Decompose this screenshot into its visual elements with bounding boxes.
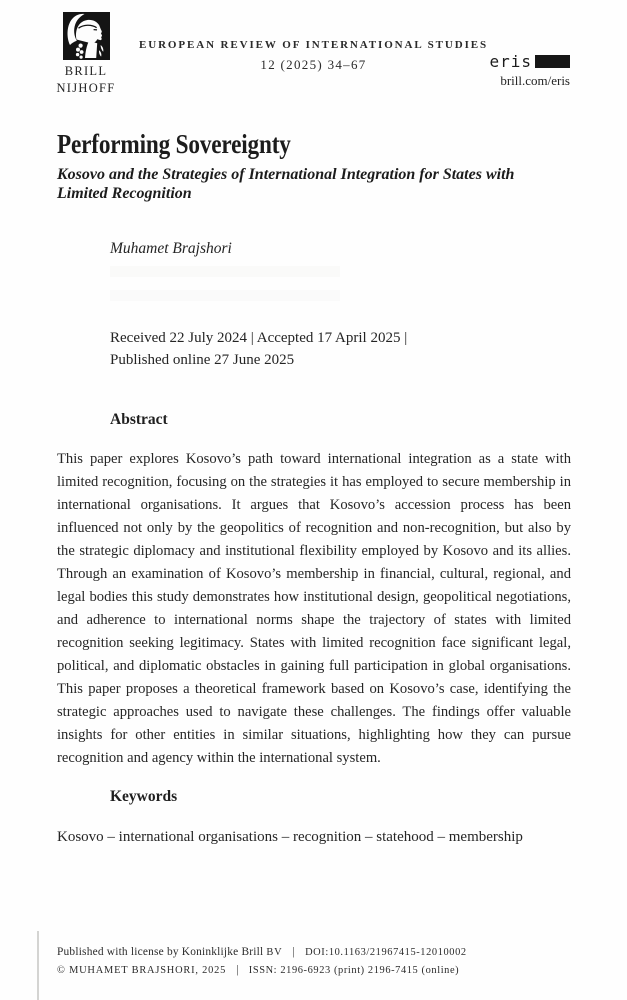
footer-divider: |: [292, 946, 295, 958]
article-subtitle-line2: Limited Recognition: [57, 185, 192, 202]
abstract-heading: Abstract: [110, 411, 168, 428]
journal-name: EUROPEAN REVIEW OF INTERNATIONAL STUDIES: [138, 39, 489, 51]
journal-volume-pages: 12 (2025) 34–67: [260, 57, 367, 72]
journal-acronym: eris: [489, 52, 532, 71]
author-name: Muhamet Brajshori: [110, 240, 232, 257]
article-subtitle: [57, 165, 577, 203]
keywords-heading: Keywords: [110, 788, 178, 805]
redacted-affiliation: [110, 266, 340, 306]
doi: DOI:10.1163/21967415-12010002: [305, 947, 467, 958]
journal-brand-block: [489, 52, 570, 89]
publisher-name-line1: BRILL: [64, 64, 108, 78]
brand-bar-icon: [535, 55, 570, 68]
publication-history: [110, 327, 407, 371]
history-published-online: Published online 27 June 2025: [110, 352, 295, 368]
article-subtitle-line1: Kosovo and the Strategies of International Integration for States with: [57, 166, 515, 183]
footer-margin-rule: [37, 931, 39, 1000]
footer: [57, 944, 587, 979]
footer-divider: |: [236, 963, 239, 976]
issn: ISSN: 2196-6923 (print) 2196-7415 (online): [248, 964, 460, 976]
abstract-text: This paper explores Kosovo’s path toward international integration as a state with limited recognition, focusing on the strategies it has employed to secure membership in international organisations. It argues that Kosovo’s accession process has been influenced not only by the geopolitics of recognition and non-recognition, but also by the strategic diplomacy and institutional flexibility employed by Kosovo and its allies. Through an examination of Kosovo’s membership in financial, cultural, regional, and legal bodies this study demonstrates how institutional design, geopolitical negotiations, and adherence to international norms shape the trajectory of states with limited recognition seeking legitimacy. States with limited recognition face significant legal, political, and diplomatic obstacles in gaining full participation in global organisations. This paper proposes a theoretical framework based on Kosovo’s case, identifying the strategic approaches used to navigate these challenges. The findings offer valuable insights for other entities in similar situations, highlighting how they can pursue recognition and agency within the international system.: [57, 451, 571, 766]
publisher-name-line2: NIJHOFF: [56, 80, 116, 95]
license-text: Published with license by Koninklijke Brill: [57, 946, 264, 958]
keywords-list: Kosovo – international organisations – recognition – statehood – membership: [57, 829, 523, 845]
copyright: © MUHAMET BRAJSHORI, 2025: [57, 964, 227, 976]
footer-copyright-issn-row: [57, 962, 587, 980]
journal-masthead: [80, 39, 547, 73]
license-suffix: BV: [266, 947, 283, 958]
article-title: Performing Sovereignty: [57, 129, 291, 159]
footer-license-doi-row: [57, 944, 587, 962]
journal-url: brill.com/eris: [500, 73, 570, 88]
history-received-accepted: Received 22 July 2024 | Accepted 17 April 2025 |: [110, 330, 408, 346]
